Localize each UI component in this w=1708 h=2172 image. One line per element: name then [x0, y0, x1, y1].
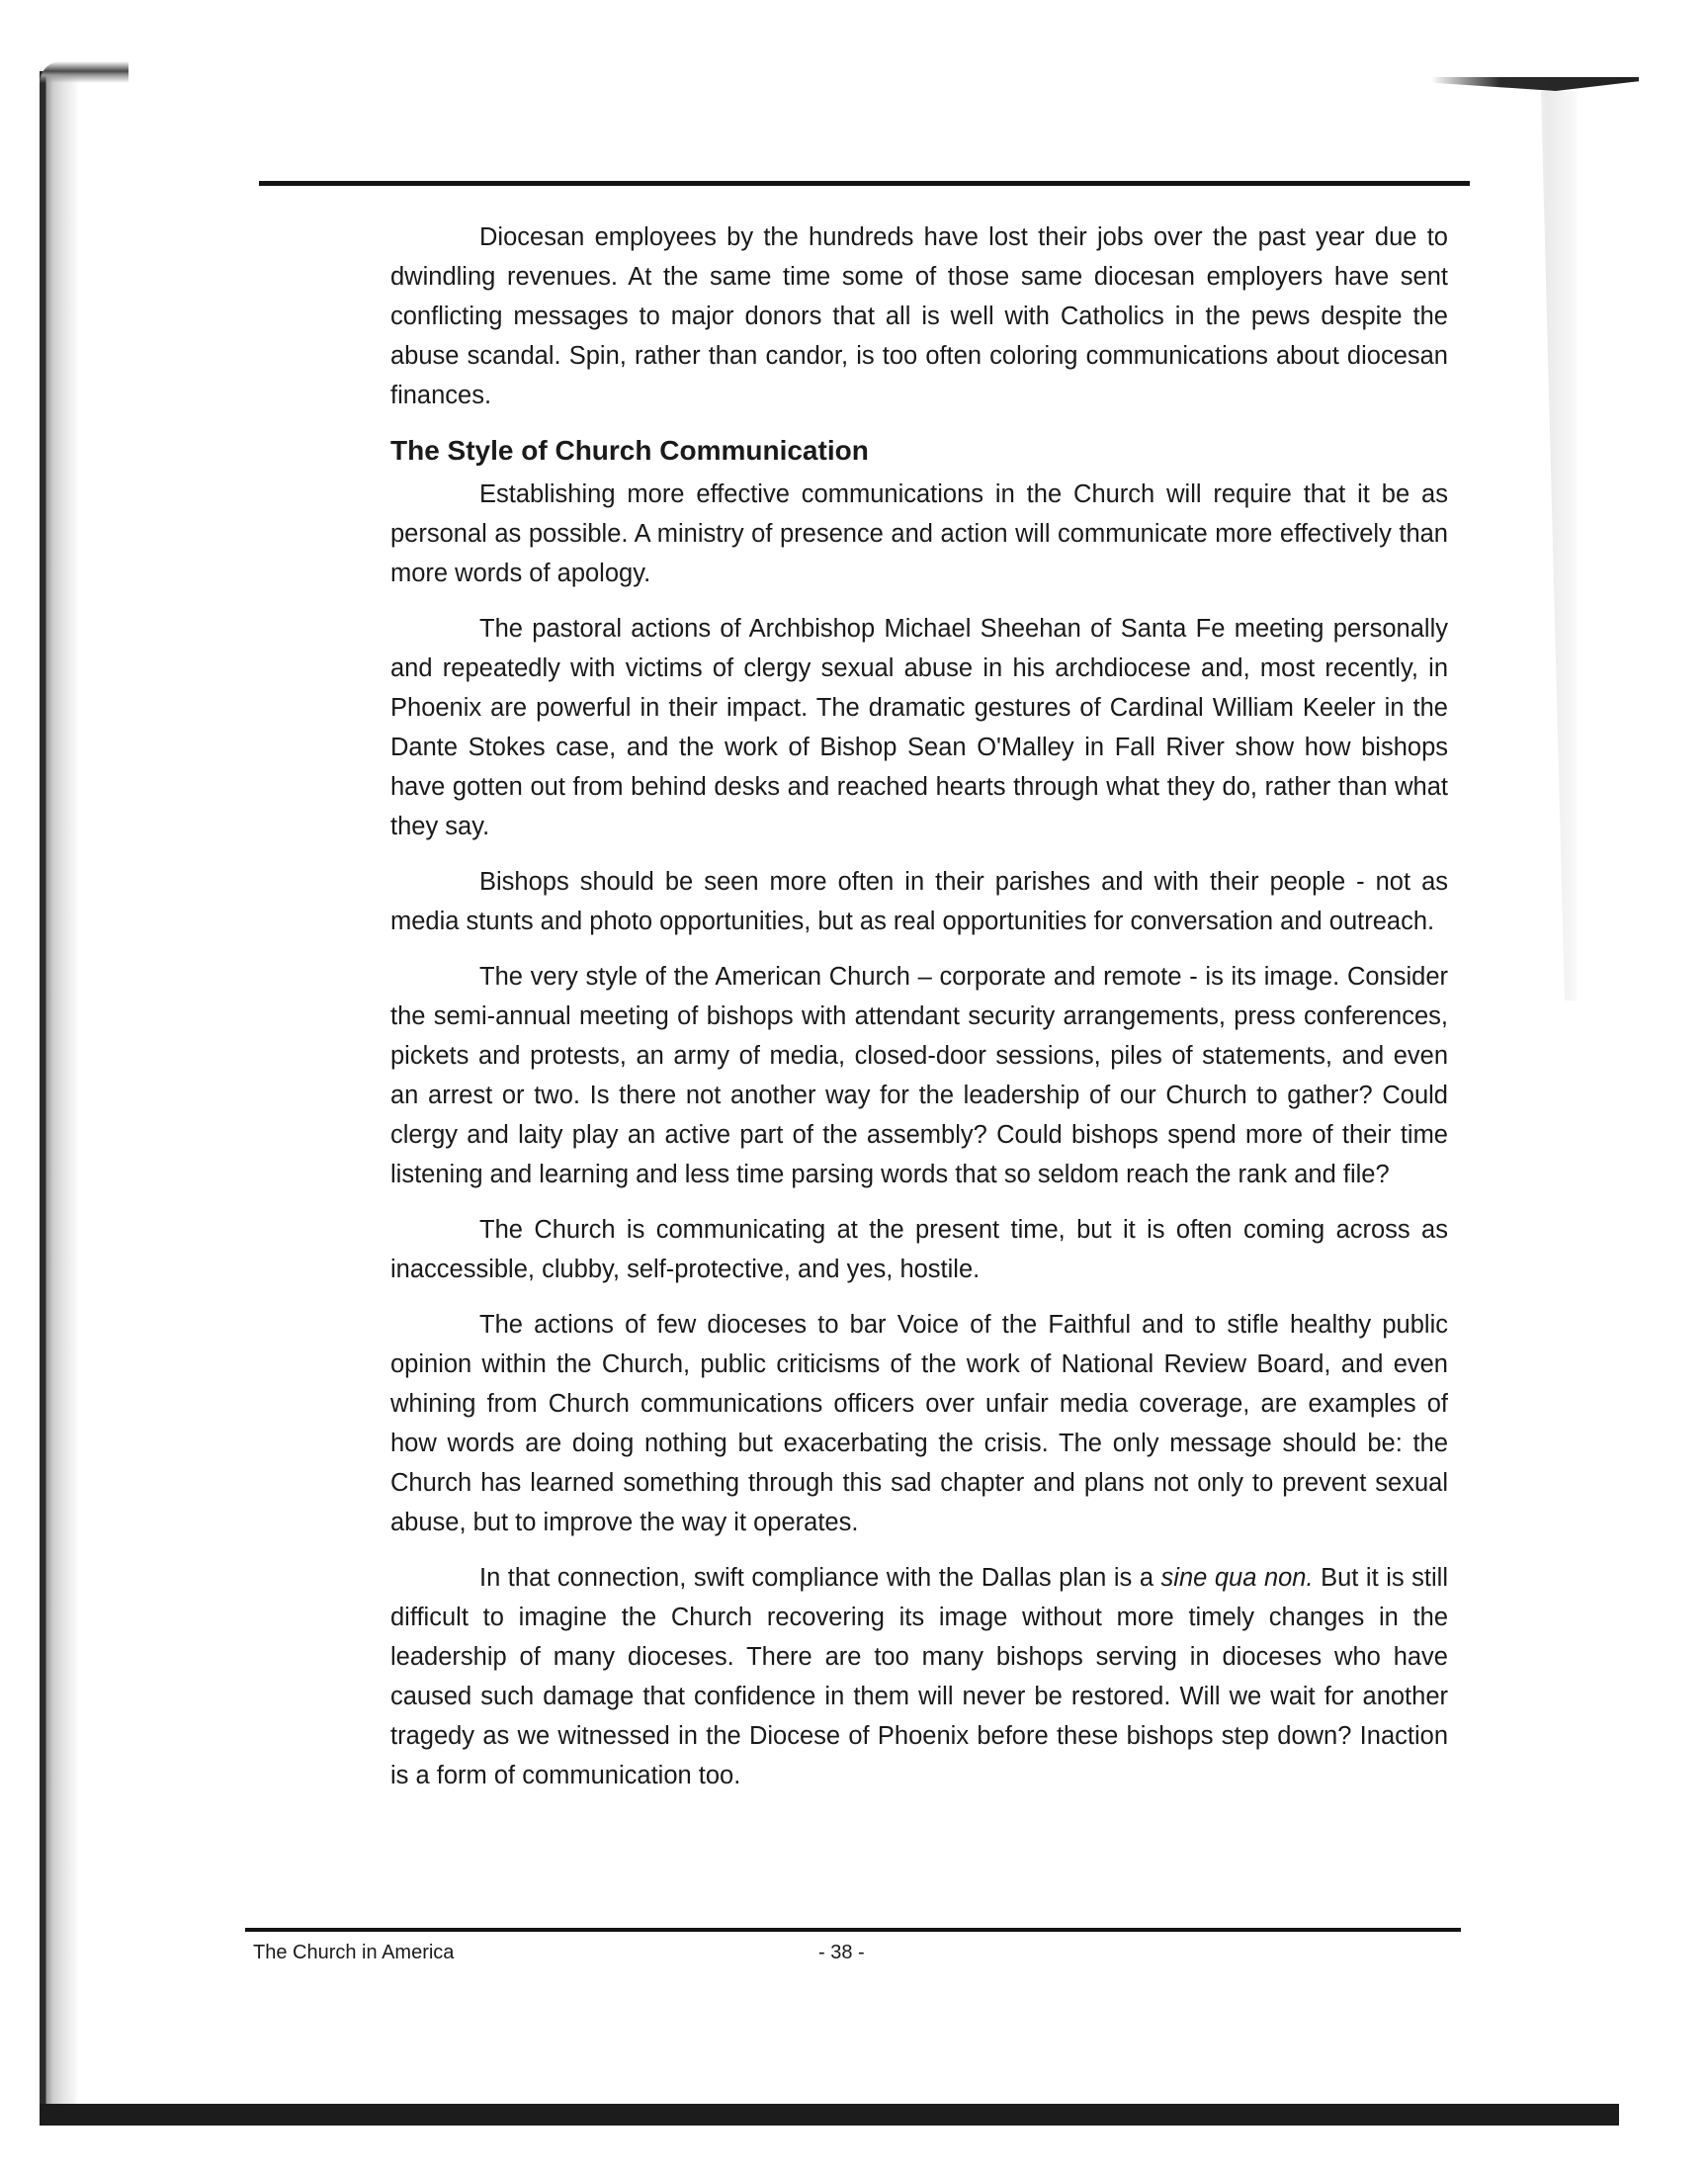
section-heading: The Style of Church Communication	[390, 435, 869, 466]
paragraph: The actions of few dioceses to bar Voice of the Faithful and to stifle healthy public opinion within the Church, public criticisms of the work of National Review Board, and even whining from Church communications officers over unfair media coverage, are examples of how words are doing nothing but exacerbating the crisis. The only message should be: the Church has learned something through this sad chapter and plans not only to prevent sexual abuse, but to improve the way it operates.	[390, 1311, 1448, 1536]
page-body	[390, 217, 1448, 1811]
paragraph-last	[390, 1558, 1448, 1795]
header-rule	[259, 181, 1470, 186]
footer-rule	[245, 1928, 1461, 1932]
scan-edge-right	[1517, 91, 1577, 1000]
scan-corner-top-left	[40, 61, 128, 83]
paragraph: The very style of the American Church – corporate and remote - is its image. Consider the semi-annual meeting of bishops with attendant security arrangements, press conferences, pickets and protests, an army of media, closed-door sessions, piles of statements, and even an arrest or two. Is there not another way for the leadership of our Church to gather? Could clergy and laity play an active part of the assembly? Could bishops spend more of their time listening and learning and less time parsing words that so seldom reach the rank and file?	[390, 963, 1448, 1188]
footer-title: The Church in America	[253, 1942, 455, 1963]
paragraph-last-italic: sine qua non.	[1160, 1564, 1314, 1592]
paragraph: Establishing more effective communications in the Church will require that it be as personal as possible. A ministry of presence and action will communicate more effectively than more words of apology.	[390, 480, 1448, 587]
page-number: - 38 -	[818, 1942, 865, 1963]
paragraph-last-text-a: In that connection, swift compliance with the Dallas plan is a	[479, 1564, 1161, 1592]
paragraph: The Church is communicating at the present time, but it is often coming across as inaccessible, clubby, self-protective, and yes, hostile.	[390, 1216, 1448, 1283]
paragraph: The pastoral actions of Archbishop Michael Sheehan of Santa Fe meeting personally and repeatedly with victims of clergy sexual abuse in his archdiocese and, most recently, in Phoenix are powerful in their impact. The dramatic gestures of Cardinal William Keeler in the Dante Stokes case, and the work of Bishop Sean O'Malley in Fall River show how bishops have gotten out from behind desks and reached hearts through what they do, rather than what they say.	[390, 615, 1448, 840]
paragraph: Bishops should be seen more often in their parishes and with their people - not as media stunts and photo opportunities, but as real opportunities for conversation and outreach.	[390, 868, 1448, 935]
scan-edge-bottom	[40, 2104, 1619, 2126]
scan-corner-top-right	[1431, 77, 1639, 91]
paragraph-last-text-b: But it is still difficult to imagine the Church recovering its image without more timely changes in the leadership of many dioceses. There are too many bishops serving in dioceses who have caused such damage that confidence in them will never be restored. Will we wait for another tragedy as we witnessed in the Diocese of Phoenix before these bishops step down? Inaction is a form of communication too.	[390, 1564, 1448, 1789]
paragraph-intro: Diocesan employees by the hundreds have lost their jobs over the past year due to dwindling revenues. At the same time some of those same diocesan employers have sent conflicting messages to major donors that all is well with Catholics in the pews despite the abuse scandal. Spin, rather than candor, is too often coloring communications about diocesan finances.	[390, 223, 1448, 409]
scan-edge-left	[40, 71, 79, 2118]
